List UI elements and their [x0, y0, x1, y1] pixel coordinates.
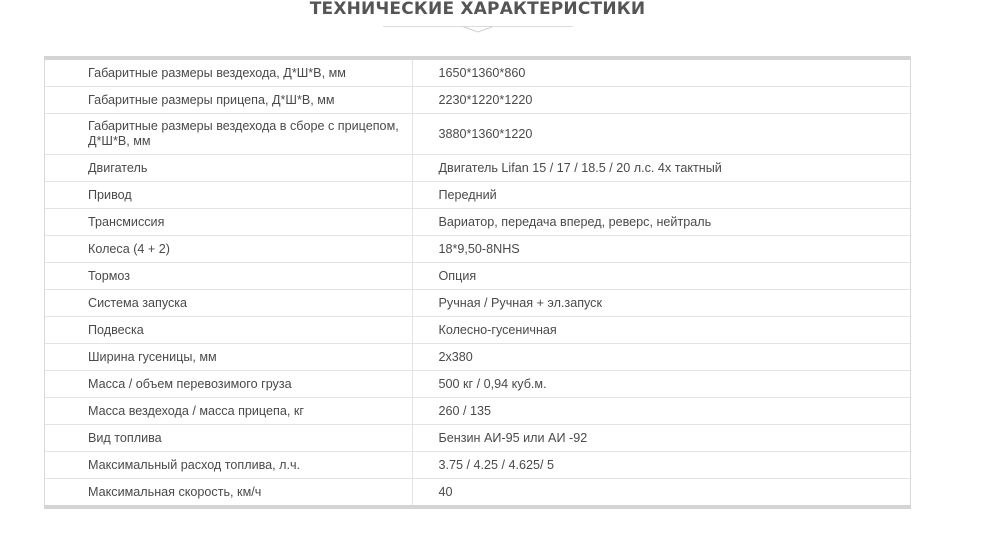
spec-row — [45, 398, 910, 425]
spec-value: Опция — [412, 263, 910, 290]
spec-row — [45, 60, 910, 87]
spec-value: 1650*1360*860 — [412, 60, 910, 87]
spec-label: Привод — [45, 182, 412, 209]
spec-label: Подвеска — [45, 317, 412, 344]
spec-value: 40 — [412, 479, 910, 506]
specs-table-container — [44, 56, 911, 509]
spec-label: Тормоз — [45, 263, 412, 290]
spec-label: Трансмиссия — [45, 209, 412, 236]
spec-row — [45, 114, 910, 155]
spec-label: Ширина гусеницы, мм — [45, 344, 412, 371]
spec-row — [45, 155, 910, 182]
spec-value: Передний — [412, 182, 910, 209]
spec-row — [45, 87, 910, 114]
spec-label: Система запуска — [45, 290, 412, 317]
spec-value: Вариатор, передача вперед, реверс, нейтраль — [412, 209, 910, 236]
spec-value: 260 / 135 — [412, 398, 910, 425]
section-title: ТЕХНИЧЕСКИЕ ХАРАКТЕРИСТИКИ — [309, 0, 646, 19]
spec-value: Ручная / Ручная + эл.запуск — [412, 290, 910, 317]
title-underline-decoration — [383, 25, 573, 33]
spec-row — [45, 317, 910, 344]
spec-value: Колесно-гусеничная — [412, 317, 910, 344]
spec-value: 3.75 / 4.25 / 4.625/ 5 — [412, 452, 910, 479]
spec-row — [45, 452, 910, 479]
spec-label: Габаритные размеры вездехода в сборе с прицепом, Д*Ш*В, мм — [45, 114, 412, 155]
spec-value: 2х380 — [412, 344, 910, 371]
specs-table — [45, 60, 910, 505]
spec-row — [45, 209, 910, 236]
spec-label: Масса вездехода / масса прицепа, кг — [45, 398, 412, 425]
spec-row — [45, 182, 910, 209]
spec-label: Габаритные размеры вездехода, Д*Ш*В, мм — [45, 60, 412, 87]
spec-label: Масса / объем перевозимого груза — [45, 371, 412, 398]
spec-label: Максимальная скорость, км/ч — [88, 484, 262, 499]
spec-row — [45, 263, 910, 290]
spec-row — [45, 236, 910, 263]
specs-table-body — [45, 60, 910, 505]
spec-label: Габаритные размеры прицепа, Д*Ш*В, мм — [45, 87, 412, 114]
spec-row — [45, 479, 910, 506]
spec-label: Двигатель — [45, 155, 412, 182]
spec-row — [45, 344, 910, 371]
spec-value: 500 кг / 0,94 куб.м. — [412, 371, 910, 398]
spec-value: 2230*1220*1220 — [412, 87, 910, 114]
spec-value: Двигатель Lifan 15 / 17 / 18.5 / 20 л.с. 4х тактный — [412, 155, 910, 182]
spec-value: 18*9,50-8NHS — [412, 236, 910, 263]
spec-label: Колеса (4 + 2) — [45, 236, 412, 263]
spec-row — [45, 290, 910, 317]
spec-value: Бензин АИ-95 или АИ -92 — [412, 425, 910, 452]
spec-label: Максимальный расход топлива, л.ч. — [45, 452, 412, 479]
spec-label: Вид топлива — [45, 425, 412, 452]
spec-row — [45, 371, 910, 398]
spec-value: 3880*1360*1220 — [412, 114, 910, 155]
spec-row — [45, 425, 910, 452]
